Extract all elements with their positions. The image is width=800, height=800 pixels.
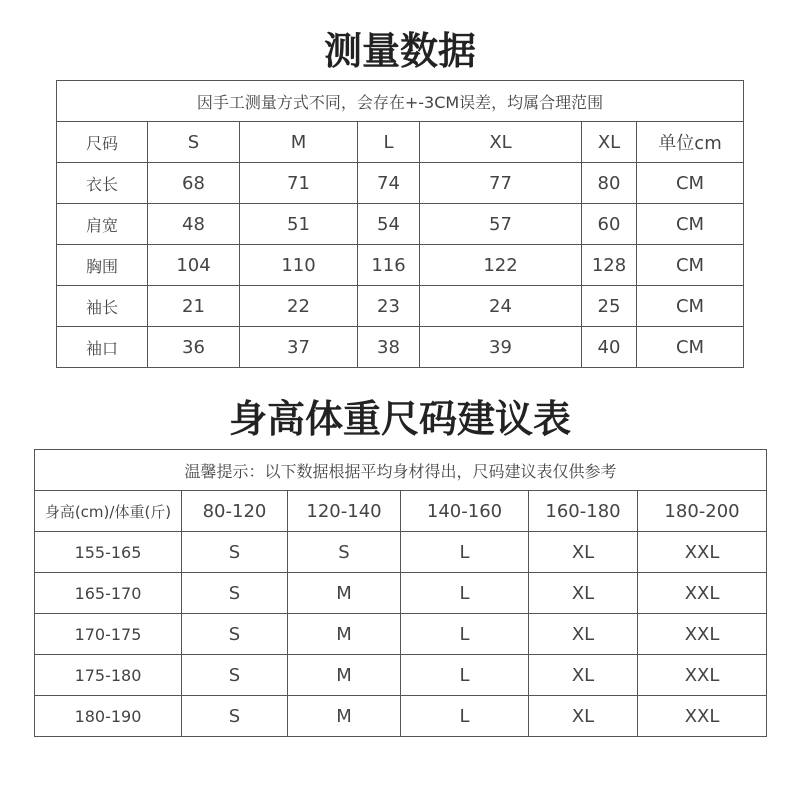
table-cell: XXL xyxy=(638,696,767,737)
table-cell: M xyxy=(288,696,401,737)
row-label: 肩宽 xyxy=(57,204,148,245)
table-row xyxy=(57,245,744,286)
header-cell: 160-180 xyxy=(529,491,638,532)
table-cell: 36 xyxy=(148,327,240,368)
table-cell: 57 xyxy=(420,204,582,245)
table-cell: XXL xyxy=(638,655,767,696)
table-cell: L xyxy=(401,696,529,737)
table-cell: 110 xyxy=(240,245,358,286)
header-cell: 身高(cm)/体重(斤) xyxy=(35,491,182,532)
table-cell: L xyxy=(401,573,529,614)
table-cell: XXL xyxy=(638,614,767,655)
table-cell: L xyxy=(401,614,529,655)
table-row xyxy=(35,614,767,655)
table-cell: S xyxy=(288,532,401,573)
table-cell: 38 xyxy=(358,327,420,368)
table-cell: 104 xyxy=(148,245,240,286)
size-chart-note-row xyxy=(57,81,744,122)
table-cell: 60 xyxy=(582,204,637,245)
table-cell: 24 xyxy=(420,286,582,327)
table-cell: CM xyxy=(637,163,744,204)
header-cell: XL xyxy=(420,122,582,163)
table-cell: L xyxy=(401,532,529,573)
table-cell: XL xyxy=(529,614,638,655)
table-row xyxy=(57,286,744,327)
fit-guide-note: 温馨提示：以下数据根据平均身材得出，尺码建议表仅供参考 xyxy=(35,450,767,491)
header-cell: 140-160 xyxy=(401,491,529,532)
row-label: 175-180 xyxy=(35,655,182,696)
header-cell: XL xyxy=(582,122,637,163)
fit-guide-title: 身高体重尺码建议表 xyxy=(228,397,571,441)
table-cell: 40 xyxy=(582,327,637,368)
header-cell: 80-120 xyxy=(182,491,288,532)
table-cell: 23 xyxy=(358,286,420,327)
table-cell: 21 xyxy=(148,286,240,327)
table-cell: 54 xyxy=(358,204,420,245)
table-row xyxy=(57,327,744,368)
row-label: 衣长 xyxy=(57,163,148,204)
table-cell: XL xyxy=(529,655,638,696)
row-label: 165-170 xyxy=(35,573,182,614)
table-row xyxy=(35,696,767,737)
size-chart-note: 因手工测量方式不同，会存在+-3CM误差，均属合理范围 xyxy=(57,81,744,122)
header-cell: 180-200 xyxy=(638,491,767,532)
table-row xyxy=(57,204,744,245)
header-cell: L xyxy=(358,122,420,163)
header-cell: S xyxy=(148,122,240,163)
table-row xyxy=(35,532,767,573)
table-cell: XXL xyxy=(638,573,767,614)
table-cell: 122 xyxy=(420,245,582,286)
size-chart-title: 测量数据 xyxy=(323,29,476,73)
row-label: 胸围 xyxy=(57,245,148,286)
row-label: 袖口 xyxy=(57,327,148,368)
row-label: 袖长 xyxy=(57,286,148,327)
table-cell: XL xyxy=(529,573,638,614)
fit-guide-header-row xyxy=(35,491,767,532)
table-cell: 68 xyxy=(148,163,240,204)
table-cell: S xyxy=(182,532,288,573)
table-cell: 39 xyxy=(420,327,582,368)
table-cell: 128 xyxy=(582,245,637,286)
table-cell: CM xyxy=(637,286,744,327)
size-chart-table xyxy=(56,80,744,368)
table-cell: M xyxy=(288,573,401,614)
table-cell: XL xyxy=(529,532,638,573)
table-cell: 80 xyxy=(582,163,637,204)
table-row xyxy=(57,163,744,204)
size-chart-header-row xyxy=(57,122,744,163)
header-cell: M xyxy=(240,122,358,163)
table-cell: 71 xyxy=(240,163,358,204)
table-cell: XL xyxy=(529,696,638,737)
table-cell: CM xyxy=(637,204,744,245)
table-row xyxy=(35,655,767,696)
row-label: 155-165 xyxy=(35,532,182,573)
header-cell: 单位cm xyxy=(637,122,744,163)
header-cell: 120-140 xyxy=(288,491,401,532)
table-cell: M xyxy=(288,614,401,655)
table-cell: CM xyxy=(637,245,744,286)
table-cell: 37 xyxy=(240,327,358,368)
table-cell: CM xyxy=(637,327,744,368)
row-label: 180-190 xyxy=(35,696,182,737)
table-cell: 48 xyxy=(148,204,240,245)
table-row xyxy=(35,573,767,614)
table-cell: S xyxy=(182,573,288,614)
table-cell: 51 xyxy=(240,204,358,245)
table-cell: S xyxy=(182,655,288,696)
table-cell: 25 xyxy=(582,286,637,327)
table-cell: 74 xyxy=(358,163,420,204)
header-cell: 尺码 xyxy=(57,122,148,163)
table-cell: M xyxy=(288,655,401,696)
table-cell: L xyxy=(401,655,529,696)
table-cell: S xyxy=(182,696,288,737)
fit-guide-note-row xyxy=(35,450,767,491)
table-cell: 77 xyxy=(420,163,582,204)
table-cell: 22 xyxy=(240,286,358,327)
table-cell: S xyxy=(182,614,288,655)
row-label: 170-175 xyxy=(35,614,182,655)
fit-guide-table xyxy=(34,449,767,737)
table-cell: 116 xyxy=(358,245,420,286)
table-cell: XXL xyxy=(638,532,767,573)
